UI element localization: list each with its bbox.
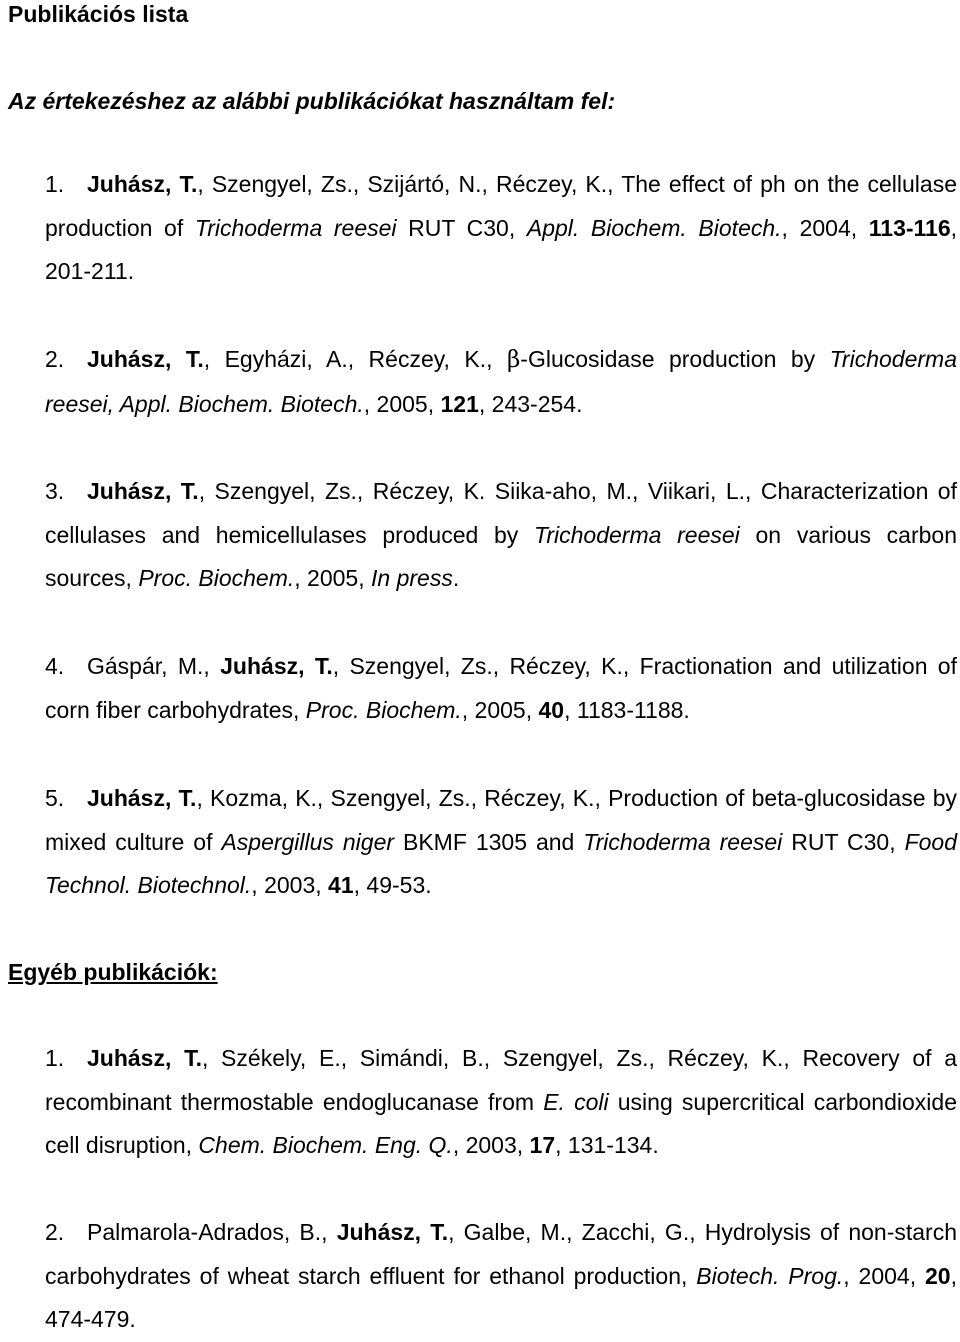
author-highlight: Juhász, T. <box>87 346 204 372</box>
journal-name: Food Technol. Biotechnol. <box>45 828 957 898</box>
organism-name: Trichoderma reesei <box>45 346 957 417</box>
beta-symbol: β <box>506 347 521 373</box>
pub-status: In press <box>371 565 453 591</box>
pub-year: , 2005, <box>294 565 372 591</box>
publication-entry-2 <box>45 338 957 426</box>
authors: , Székely, E., Simándi, B., Szengyel, Zs., Réczey, K., <box>201 1045 790 1071</box>
pub-year: , 2003, <box>251 872 329 898</box>
entry-number: 1. <box>45 171 65 197</box>
journal-name: Proc. Biochem. <box>138 565 295 591</box>
authors: , Kozma, K., Szengyel, Zs., Réczey, K., <box>196 785 601 811</box>
publication-entry-4 <box>45 645 957 732</box>
pub-title: Recovery of a recombinant thermostable endoglucanase from <box>45 1045 957 1115</box>
journal-name: Appl. Biochem. Biotech. <box>526 214 782 241</box>
authors: , Szengyel, Zs., Réczey, K., <box>332 653 630 679</box>
publication-entry-5 <box>45 777 957 908</box>
section-subtitle: Az értekezéshez az alábbi publikációkat használtam fel: <box>8 88 616 114</box>
entry-number: 1. <box>45 1045 65 1071</box>
organism-name: Trichoderma reesei <box>534 521 740 548</box>
pub-year: , 2004, <box>781 214 869 241</box>
authors-pre: Gáspár, M., <box>87 653 221 679</box>
pub-volume: 41 <box>328 872 354 898</box>
pub-title: Fractionation and utilization of corn fiber carbohydrates, <box>45 653 957 723</box>
organism-name: E. coli <box>543 1088 609 1115</box>
pub-year: , 2003, <box>452 1132 530 1158</box>
author-highlight: Juhász, T. <box>87 478 199 504</box>
entry-number: 2. <box>45 346 65 372</box>
author-highlight: Juhász, T. <box>87 1045 202 1071</box>
pub-volume: 17 <box>529 1132 556 1158</box>
pub-pages: , 49-53. <box>353 872 432 898</box>
pub-year: , 2005, <box>461 696 539 723</box>
authors: , Szengyel, Zs., Szijártó, N., Réczey, K., <box>197 171 614 197</box>
pub-title-end: on various carbon sources, <box>45 521 958 591</box>
authors: , Szengyel, Zs., Réczey, K. Siika-aho, M., Viikari, L., <box>198 478 752 504</box>
page-title: Publikációs lista <box>8 1 189 27</box>
pub-pages: , 1183-1188. <box>564 696 690 723</box>
organism-name: Trichoderma reesei <box>194 214 397 241</box>
journal-name: Biotech. Prog. <box>696 1262 844 1289</box>
authors: , Egyházi, A., Réczey, K., <box>203 346 507 372</box>
journal-name: Proc. Biochem. <box>305 696 462 723</box>
other-publication-entry-2 <box>45 1211 957 1342</box>
pub-title-mid: BKMF 1305 and <box>394 828 584 855</box>
author-highlight: Juhász, T. <box>220 653 333 679</box>
organism-name-2: Trichoderma reesei <box>583 828 783 855</box>
pub-title-end: RUT C30, <box>782 828 905 855</box>
other-publication-entry-1 <box>45 1037 957 1168</box>
section-title-other: Egyéb publikációk: <box>8 959 218 985</box>
separator: , <box>107 390 120 417</box>
pub-year: , 2004, <box>843 1262 926 1289</box>
author-highlight: Juhász, T. <box>336 1219 449 1245</box>
author-highlight: Juhász, T. <box>87 785 197 811</box>
publication-entry-3 <box>45 470 957 601</box>
entry-number: 2. <box>45 1219 65 1245</box>
pub-volume: 121 <box>440 390 479 417</box>
pub-volume: 20 <box>925 1262 951 1289</box>
journal-name: Chem. Biochem. Eng. Q. <box>198 1132 453 1158</box>
pub-title: -Glucosidase production by <box>520 346 830 372</box>
pub-pages: , 243-254. <box>478 390 583 417</box>
journal-name: Appl. Biochem. Biotech. <box>119 390 364 417</box>
authors: , Galbe, M., Zacchi, G., <box>448 1219 696 1245</box>
pub-title-end: RUT C30, <box>396 214 527 241</box>
pub-year: , 2005, <box>363 390 441 417</box>
entry-number: 3. <box>45 478 65 504</box>
pub-pages: , 131-134. <box>555 1132 659 1158</box>
organism-name: Aspergillus niger <box>221 828 395 855</box>
pub-volume: 113-116 <box>868 214 951 241</box>
pub-title: Hydrolysis of non-starch carbohydrates of wheat starch effluent for ethanol production, <box>45 1219 957 1289</box>
authors-pre: Palmarola-Adrados, B., <box>87 1219 337 1245</box>
pub-title: The effect of ph on the cellulase production of <box>45 171 957 241</box>
pub-end: . <box>452 565 460 591</box>
pub-pages: , 201-211. <box>45 214 958 284</box>
pub-title-end: using supercritical carbondioxide cell disruption, <box>45 1088 957 1158</box>
entry-number: 4. <box>45 653 65 679</box>
pub-volume: 40 <box>538 696 565 723</box>
pub-title: Production of beta-glucosidase by mixed culture of <box>45 785 957 855</box>
author-highlight: Juhász, T. <box>87 171 198 197</box>
pub-pages: , 474-479. <box>45 1262 957 1332</box>
pub-title: Characterization of cellulases and hemicellulases produced by <box>45 478 957 548</box>
publication-entry-1 <box>45 163 957 294</box>
entry-number: 5. <box>45 785 65 811</box>
